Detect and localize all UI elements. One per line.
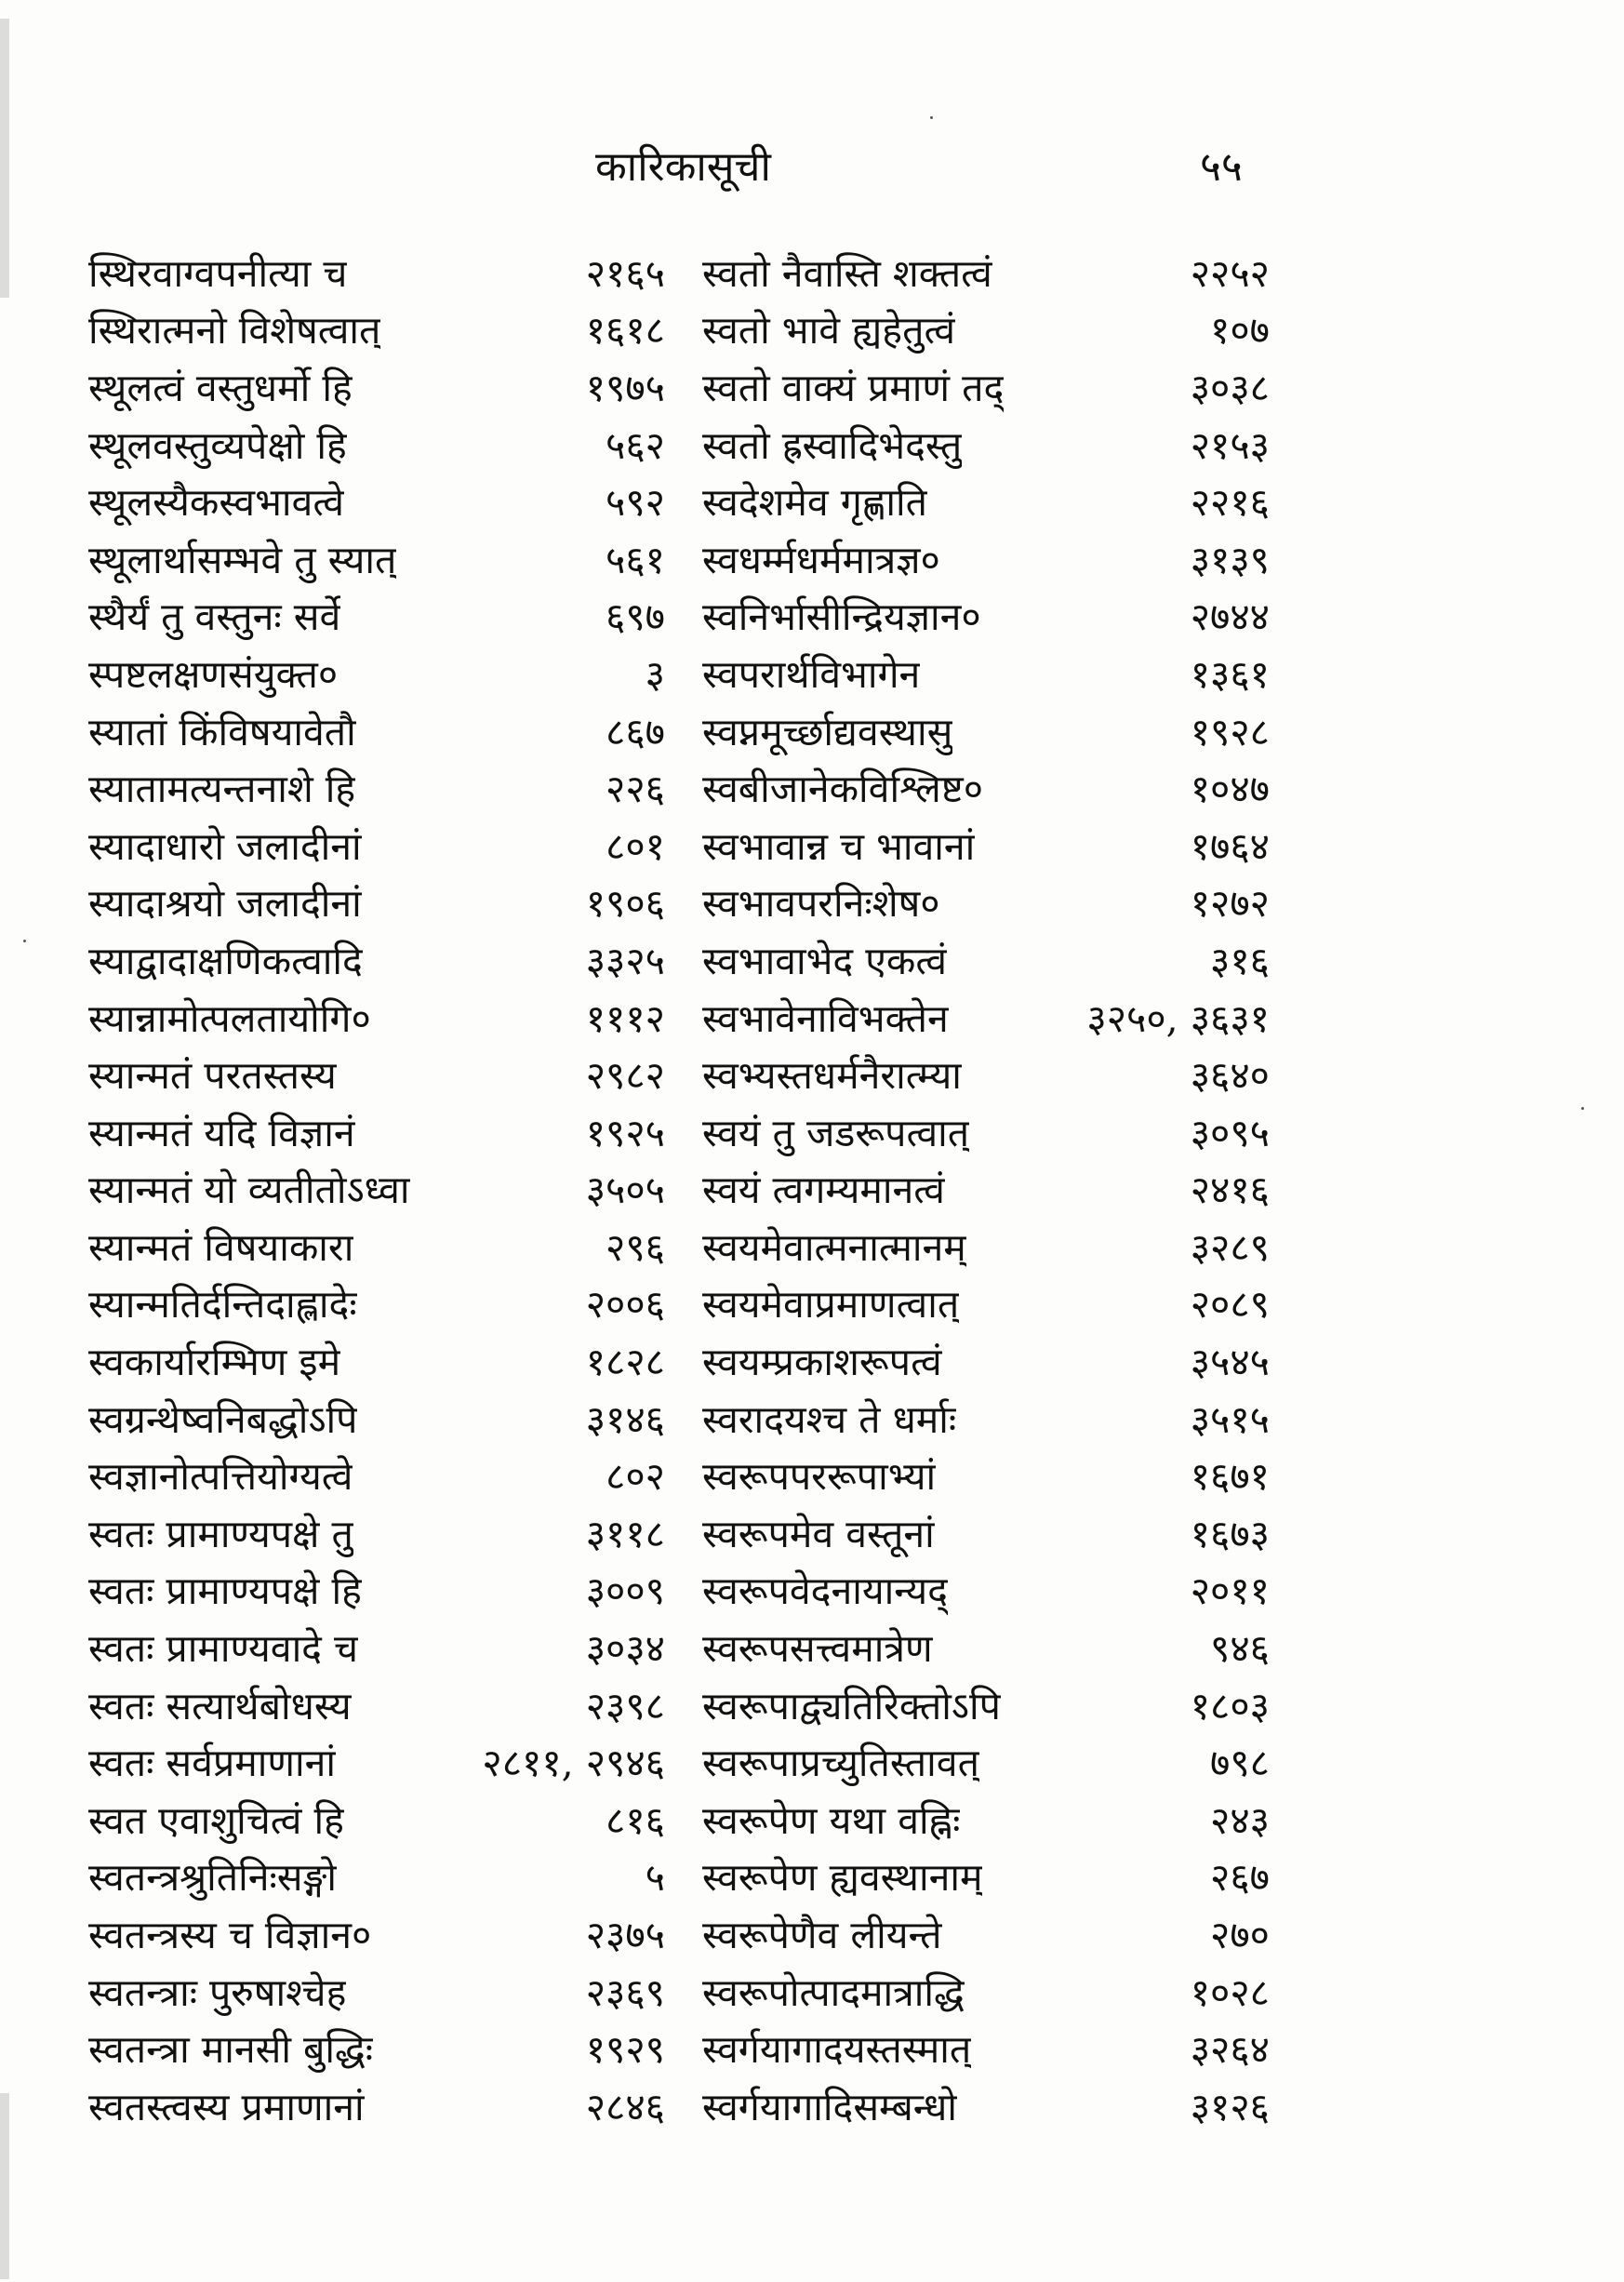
entry-verse-text: स्वकार्यारम्भिण इमे [88,1340,341,1385]
entry-verse-number: ३ [645,651,665,697]
index-entry [88,1390,665,1448]
entry-verse-text: स्यान्मतं विषयाकारा [88,1224,354,1270]
entry-verse-number: ३१६ [1210,938,1270,983]
entry-verse-number: १०४७ [1190,767,1270,812]
entry-verse-number: १२७२ [1190,881,1270,927]
entry-verse-number: १०७ [1210,308,1270,354]
entry-verse-number: २२६ [606,767,665,812]
scan-edge-shadow [0,19,9,298]
entry-verse-number: ९४६ [1210,1626,1270,1672]
index-entry [88,817,665,874]
entry-verse-number: २४१६ [1190,1168,1270,1213]
entry-verse-text: स्वरूपेण यथा वह्निः [702,1797,961,1843]
entry-verse-number: २८४६ [585,2084,665,2129]
index-entry [702,1619,1270,1676]
entry-verse-text: स्यान्मतिर्दन्तिदाह्लादेः [88,1282,357,1328]
index-entry [88,1676,665,1734]
entry-verse-text: स्वबीजानेकविश्लिष्ट० [702,767,984,812]
entry-verse-text: स्यान्मतं परतस्तस्य [88,1053,337,1099]
index-entry [702,1046,1270,1103]
index-entry [88,1161,665,1219]
entry-verse-text: स्वप्नमूर्च्छाद्यवस्थासु [702,709,953,754]
index-entry [702,530,1270,588]
entry-verse-text: स्वतो वाक्यं प्रमाणं तद् [702,365,1005,410]
index-entry [702,817,1270,874]
index-entry [702,1905,1270,1963]
index-entry [702,645,1270,702]
index-entry [702,416,1270,474]
entry-verse-text: स्वतन्त्रा मानसी बुद्धिः [88,2027,374,2073]
index-entry [88,1619,665,1676]
entry-verse-number: १८०३ [1190,1683,1270,1728]
entry-verse-number: ३११८ [585,1511,665,1556]
entry-verse-number: ३०३४ [585,1626,665,1672]
index-entry [88,1848,665,1906]
entry-verse-text: स्वतन्त्राः पुरुषाश्चेह [88,1969,347,2015]
index-entry [702,1332,1270,1390]
entry-verse-text: स्वयमेवात्मनात्मानम् [702,1224,966,1270]
index-entry [702,473,1270,530]
index-entry [88,989,665,1047]
entry-verse-text: स्वत एवाशुचित्वं हि [88,1797,344,1843]
entry-verse-text: स्वतः सर्वप्रमाणानां [88,1741,337,1786]
entry-verse-text: स्वरूपोत्पादमात्राद्धि [702,1969,965,2015]
index-entry [702,1733,1270,1791]
entry-verse-text: स्वज्ञानोत्पत्तियोग्यत्वे [88,1454,353,1500]
index-entry [88,244,665,301]
entry-verse-text: स्थूलस्यैकस्वभावत्वे [88,480,344,526]
entry-verse-text: स्यातामत्यन्तनाशे हि [88,767,356,812]
entry-verse-number: २४३ [1210,1797,1270,1843]
index-entry [702,1161,1270,1219]
index-entry [702,2077,1270,2135]
entry-verse-number: ३५०५ [585,1168,665,1213]
entry-verse-number: २६७ [1210,1855,1270,1901]
index-entry [88,358,665,416]
entry-verse-text: स्वभावाभेद एकत्वं [702,938,948,983]
entry-verse-number: १११२ [585,995,665,1041]
entry-verse-text: स्वतः प्रामाण्यपक्षे हि [88,1568,362,1614]
entry-verse-number: १६१८ [585,308,665,354]
page-header [0,140,1624,195]
entry-verse-text: स्वतः प्रामाण्यवादे च [88,1626,359,1672]
entry-verse-text: स्वरूपवेदनायान्यद् [702,1568,948,1614]
scan-speck [1581,1107,1584,1110]
index-entry [702,2020,1270,2077]
entry-verse-text: स्वरूपेणैव लीयन्ते [702,1913,942,1958]
entry-verse-text: स्वतो भावे ह्यहेतुत्वं [702,308,956,354]
entry-verse-number: १९७५ [585,365,665,410]
entry-verse-text: स्यान्नामोत्पलतायोगि० [88,995,371,1041]
index-entry [702,1676,1270,1734]
entry-verse-number: ३१३९ [1190,537,1270,582]
entry-verse-number: २१५३ [1190,422,1270,468]
index-entry [702,931,1270,989]
page-title: कारिकासूची [595,143,771,191]
index-entry [88,874,665,932]
entry-verse-number: ३६४० [1190,1053,1270,1099]
index-entry [702,358,1270,416]
index-entry [88,1046,665,1103]
index-entry [88,1733,665,1791]
left-index-column [88,244,702,2135]
index-entry [88,2020,665,2077]
entry-verse-text: स्वतो ह्रस्वादिभेदस्तु [702,422,963,468]
index-entry [702,1504,1270,1562]
index-entry [88,1963,665,2021]
entry-verse-text: स्थूलत्वं वस्तुधर्मो हि [88,365,353,410]
entry-verse-text: स्वतः प्रामाण्यपक्षे तु [88,1511,353,1556]
entry-verse-text: स्थिरात्मनो विशेषत्वात् [88,308,381,354]
entry-verse-text: स्वभ्यस्तधर्मनैरात्म्या [702,1053,962,1099]
entry-verse-number: २२१६ [1190,480,1270,526]
entry-verse-number: ३५४५ [1190,1340,1270,1385]
entry-verse-text: स्थूलार्थासम्भवे तु स्यात् [88,537,397,582]
entry-verse-text: स्वरादयश्च ते धर्माः [702,1396,957,1442]
entry-verse-text: स्वरूपपररूपाभ्यां [702,1454,937,1500]
entry-verse-number: २९८२ [585,1053,665,1099]
entry-verse-number: ३०९५ [1190,1110,1270,1155]
entry-verse-text: स्वर्गयागादयस्तस्मात् [702,2027,972,2073]
entry-verse-number: १७६४ [1190,823,1270,869]
index-entry [88,645,665,702]
entry-verse-number: १८२८ [585,1340,665,1385]
index-entry [702,989,1270,1047]
entry-verse-number: ३१४६ [585,1396,665,1442]
entry-verse-text: स्वपरार्थविभागेन [702,651,921,697]
entry-verse-text: स्वरूपाद्व्यतिरिक्तोऽपि [702,1683,1001,1728]
entry-verse-number: २३७५ [585,1913,665,1958]
entry-verse-text: स्वतः सत्यार्थबोधस्य [88,1683,352,1728]
index-entry [88,759,665,817]
entry-verse-number: ३३२५ [585,938,665,983]
entry-verse-number: १०२८ [1190,1969,1270,2015]
index-entry [88,1275,665,1333]
entry-verse-number: ५६२ [606,422,665,468]
index-entry [702,702,1270,760]
index-entry [88,702,665,760]
index-entry [702,301,1270,359]
entry-verse-number: २२५२ [1190,250,1270,296]
index-entry [88,416,665,474]
entry-verse-number: ३२८९ [1190,1224,1270,1270]
entry-verse-text: स्यादाधारो जलादीनां [88,823,362,869]
entry-verse-number: २३६९ [585,1969,665,2015]
index-entry [88,301,665,359]
entry-verse-number: १६७३ [1190,1511,1270,1556]
entry-verse-text: स्वनिर्भासीन्द्रियज्ञान० [702,594,981,640]
index-entry [702,1562,1270,1620]
entry-verse-text: स्वतन्त्रश्रुतिनिःसङ्गो [88,1855,338,1901]
entry-verse-text: स्थूलवस्तुव्यपेक्षो हि [88,422,347,468]
entry-verse-text: स्वरूपेण ह्यवस्थानाम् [702,1855,983,1901]
entry-verse-number: ३५१५ [1190,1396,1270,1442]
entry-verse-text: स्यान्मतं यो व्यतीतोऽध्वा [88,1168,410,1213]
entry-verse-number: २८११, २९४६ [482,1741,665,1786]
entry-verse-text: स्वभावेनाविभक्तेन [702,995,949,1041]
index-entry [702,1447,1270,1504]
entry-verse-number: ७९८ [1210,1741,1270,1786]
entry-verse-number: २०८९ [1190,1282,1270,1328]
entry-verse-text: स्वयम्प्रकाशरूपत्वं [702,1340,942,1385]
index-entry [88,931,665,989]
entry-verse-text: स्वरूपसत्त्वमात्रेण [702,1626,933,1672]
index-entry [88,2077,665,2135]
entry-verse-number: ३२६४ [1190,2027,1270,2073]
entry-verse-number: ८०२ [606,1454,665,1500]
entry-verse-number: १९०६ [585,881,665,927]
entry-verse-number: २३९८ [585,1683,665,1728]
entry-verse-number: १३६१ [1190,651,1270,697]
entry-verse-number: ८६७ [606,709,665,754]
entry-verse-number: २१६५ [585,250,665,296]
entry-verse-number: २०११ [1190,1568,1270,1614]
scan-speck [930,116,933,119]
entry-verse-text: स्थिरवाग्वपनीत्या च [88,250,348,296]
index-entry [702,874,1270,932]
entry-verse-text: स्यातां किंविषयावेतौ [88,709,356,754]
entry-verse-number: १९२५ [585,1110,665,1155]
entry-verse-number: ८०१ [606,823,665,869]
entry-verse-number: ३०३८ [1190,365,1270,410]
entry-verse-number: २००६ [585,1282,665,1328]
entry-verse-number: २९६ [606,1224,665,1270]
entry-verse-number: ३१२६ [1190,2084,1270,2129]
index-entry [88,530,665,588]
entry-verse-number: ३२५०, ३६३१ [1086,995,1270,1041]
page-number: ५५ [1200,143,1243,191]
index-entry [88,1504,665,1562]
entry-verse-text: स्यादाश्रयो जलादीनां [88,881,362,927]
entry-verse-text: स्वतस्त्वस्य प्रमाणानां [88,2084,365,2129]
entry-verse-text: स्पष्टलक्षणसंयुक्त० [88,651,339,697]
entry-verse-number: ६९७ [606,594,665,640]
index-entry [88,588,665,646]
index-entry [702,1390,1270,1448]
scan-edge-shadow [0,2093,9,2279]
entry-verse-number: ३००९ [585,1568,665,1614]
entry-verse-text: स्थैर्यं तु वस्तुनः सर्वे [88,594,341,640]
index-entry [702,1103,1270,1161]
entry-verse-number: ५६१ [606,537,665,582]
entry-verse-text: स्वरूपाप्रच्युतिस्तावत् [702,1741,979,1786]
entry-verse-number: १६७१ [1190,1454,1270,1500]
entry-verse-number: २७४४ [1190,594,1270,640]
index-entry [702,588,1270,646]
entry-verse-text: स्वर्गयागादिसम्बन्धो [702,2084,957,2129]
index-entry [88,1905,665,1963]
index-entry [702,1275,1270,1333]
index-entry [702,759,1270,817]
scan-speck [23,940,26,942]
index-entry [88,1218,665,1275]
index-entry [88,1562,665,1620]
entry-verse-text: स्वयं त्वगम्यमानत्वं [702,1168,945,1213]
entry-verse-text: स्वयं तु जडरूपत्वात् [702,1110,970,1155]
entry-verse-text: स्वग्रन्थेष्वनिबद्धोऽपि [88,1396,358,1442]
entry-verse-text: स्वभावपरनिःशेष० [702,881,940,927]
entry-verse-number: १९२८ [1190,709,1270,754]
entry-verse-text: स्यान्मतं यदि विज्ञानं [88,1110,355,1155]
index-entry [88,1103,665,1161]
entry-verse-text: स्वरूपमेव वस्तूनां [702,1511,935,1556]
index-entry [702,1218,1270,1275]
entry-verse-number: २७० [1210,1913,1270,1958]
entry-verse-number: १९२९ [585,2027,665,2073]
entry-verse-text: स्वतन्त्रस्य च विज्ञान० [88,1913,372,1958]
entry-verse-text: स्वयमेवाप्रमाणत्वात् [702,1282,960,1328]
entry-verse-number: ५९२ [606,480,665,526]
entry-verse-text: स्वदेशमेव गृह्णाति [702,480,927,526]
entry-verse-text: स्वधर्म्मधर्ममात्रज्ञ० [702,537,940,582]
entry-verse-number: ८१६ [606,1797,665,1843]
index-entry [88,1447,665,1504]
index-entry [88,473,665,530]
index-entry [702,244,1270,301]
index-entry [88,1791,665,1848]
entry-verse-number: ५ [645,1855,665,1901]
entry-verse-text: स्वभावान्न च भावानां [702,823,976,869]
index-entry [702,1791,1270,1848]
index-entry [702,1963,1270,2021]
right-index-column [702,244,1279,2135]
index-entry [88,1332,665,1390]
entry-verse-text: स्याद्वादाक्षणिकत्वादि [88,938,363,983]
index-entry [702,1848,1270,1906]
entry-verse-text: स्वतो नैवास्ति शक्तत्वं [702,250,992,296]
